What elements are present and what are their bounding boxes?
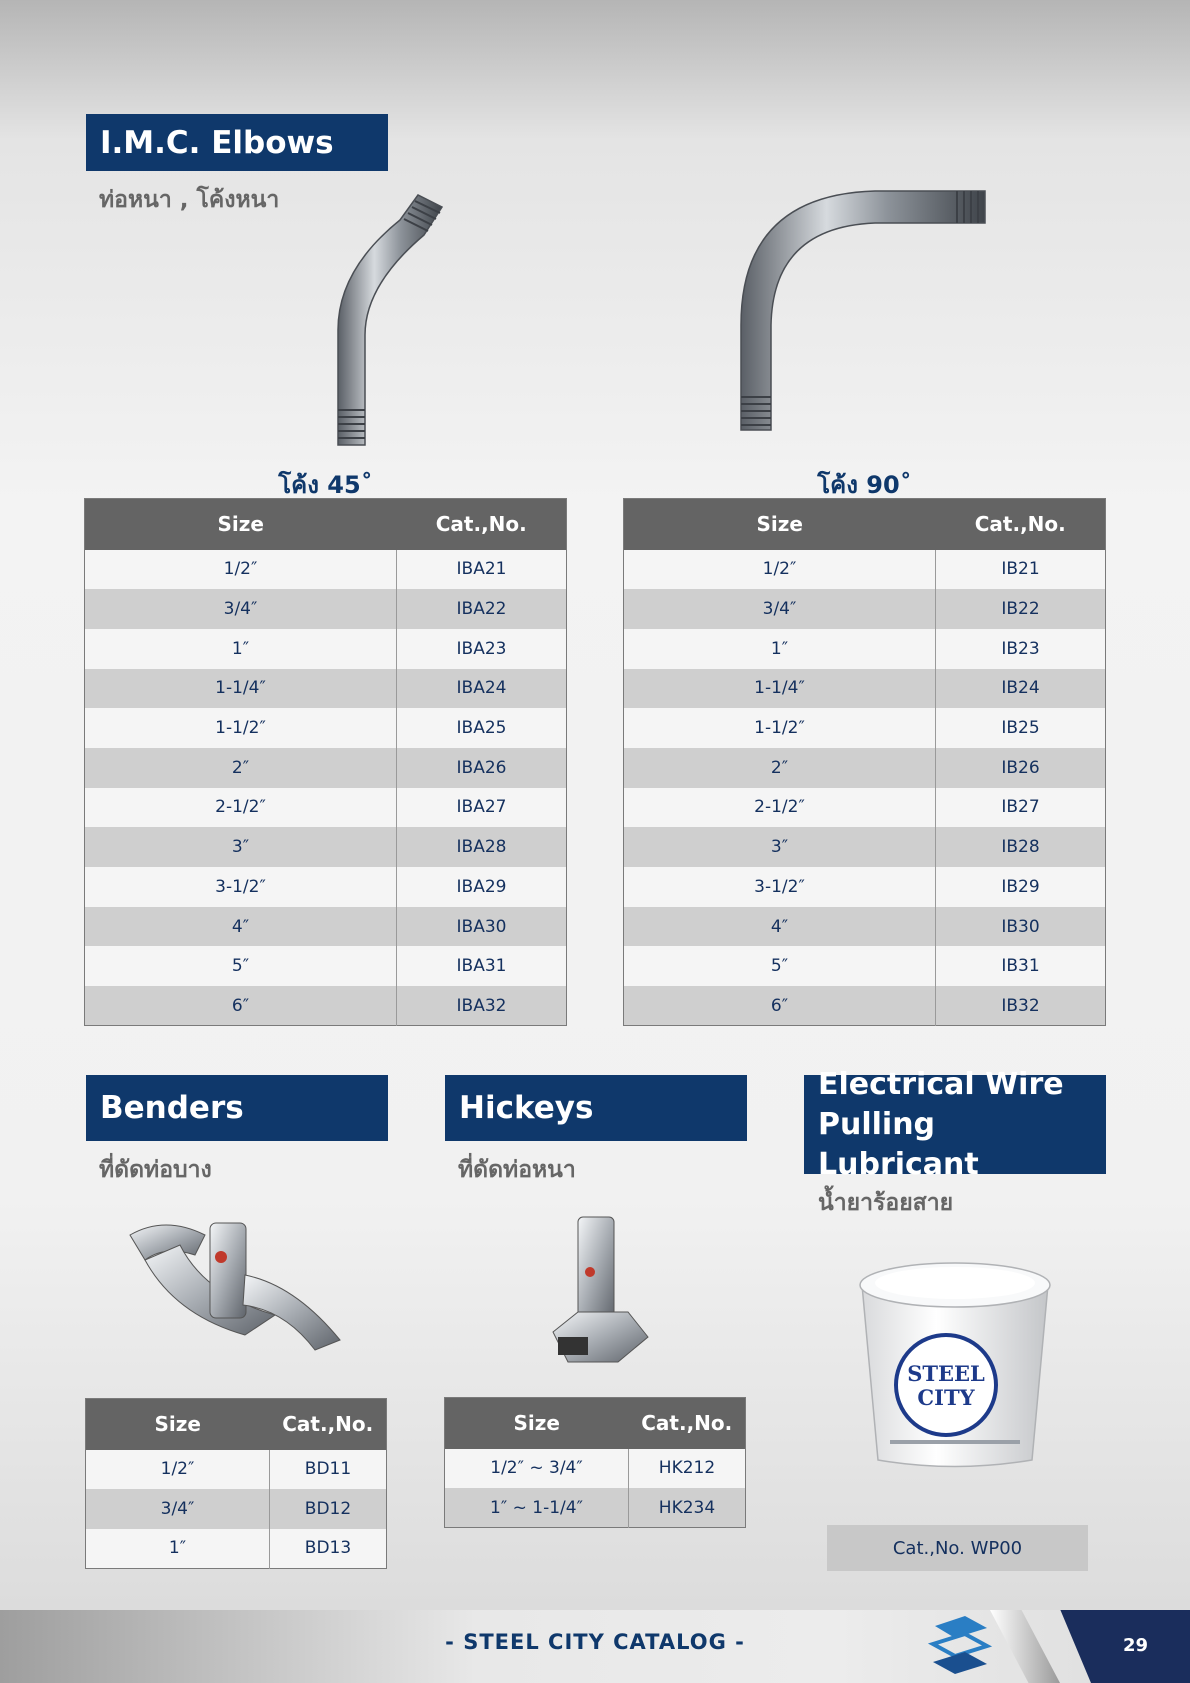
table-row xyxy=(624,550,1106,590)
footer-catalog-text: - STEEL CITY CATALOG - xyxy=(445,1630,745,1654)
table-header-row xyxy=(85,499,567,550)
cat-no-cell: BD12 xyxy=(270,1489,387,1529)
size-cell: 2-1/2″ xyxy=(624,788,936,828)
size-header: Size xyxy=(85,499,397,550)
table-row xyxy=(624,589,1106,629)
lubricant-cat-no-text: Cat.,No. WP00 xyxy=(892,1537,1023,1559)
cat-no-header: Cat.,No. xyxy=(270,1399,387,1450)
imc-elbows-title xyxy=(86,114,388,171)
table-row xyxy=(624,907,1106,947)
lubricant-title-line2: Pulling Lubricant xyxy=(818,1106,979,1182)
hickeys-title-text: Hickeys xyxy=(459,1090,594,1126)
size-cell: 5″ xyxy=(85,946,397,986)
size-header: Size xyxy=(445,1398,629,1449)
lubricant-bucket-image xyxy=(850,1255,1060,1475)
size-cell: 1″ ~ 1-1/4″ xyxy=(445,1488,629,1528)
table-row xyxy=(85,669,567,709)
size-cell: 1-1/4″ xyxy=(85,669,397,709)
page-number: 29 xyxy=(1122,1635,1148,1656)
cat-no-cell: BD11 xyxy=(270,1450,387,1490)
cat-no-cell: IB29 xyxy=(936,867,1106,907)
benders-title-text: Benders xyxy=(100,1090,244,1126)
table-row xyxy=(85,788,567,828)
cat-no-cell: IBA22 xyxy=(397,589,567,629)
table-row xyxy=(624,788,1106,828)
elbow-90-table xyxy=(623,498,1106,1026)
cat-no-cell: IBA30 xyxy=(397,907,567,947)
size-cell: 4″ xyxy=(85,907,397,947)
cat-no-cell: IBA32 xyxy=(397,986,567,1026)
size-cell: 2″ xyxy=(624,748,936,788)
elbow-90-label: โค้ง 90˚ xyxy=(817,471,912,499)
size-header: Size xyxy=(86,1399,270,1450)
table-row xyxy=(86,1489,387,1529)
size-cell: 1/2″ xyxy=(624,550,936,590)
table-row xyxy=(624,827,1106,867)
size-cell: 2″ xyxy=(85,748,397,788)
cat-no-header: Cat.,No. xyxy=(629,1398,746,1449)
cat-no-cell: IB30 xyxy=(936,907,1106,947)
bucket-label-line2: CITY xyxy=(917,1385,975,1410)
table-row xyxy=(85,629,567,669)
size-cell: 1/2″ ~ 3/4″ xyxy=(445,1449,629,1489)
cat-no-cell: IB26 xyxy=(936,748,1106,788)
size-cell: 5″ xyxy=(624,946,936,986)
steel-city-logo-icon xyxy=(925,1614,995,1679)
elbow-90-image xyxy=(735,185,995,435)
size-cell: 3/4″ xyxy=(624,589,936,629)
table-row xyxy=(624,946,1106,986)
elbow-45-image xyxy=(310,185,470,450)
table-row xyxy=(624,986,1106,1026)
cat-no-cell: IB23 xyxy=(936,629,1106,669)
size-cell: 1″ xyxy=(86,1529,270,1569)
lubricant-title-line1: Electrical Wire xyxy=(818,1066,1064,1102)
lubricant-title xyxy=(804,1066,1106,1182)
table-row xyxy=(445,1449,746,1489)
cat-no-cell: IB31 xyxy=(936,946,1106,986)
size-cell: 1-1/2″ xyxy=(624,708,936,748)
size-cell: 3/4″ xyxy=(85,589,397,629)
cat-no-cell: IBA28 xyxy=(397,827,567,867)
size-cell: 4″ xyxy=(624,907,936,947)
cat-no-cell: IB28 xyxy=(936,827,1106,867)
benders-subtitle: ที่ดัดท่อบาง xyxy=(99,1157,212,1183)
elbow-45-table xyxy=(84,498,567,1026)
bender-image xyxy=(125,1215,345,1355)
cat-no-cell: IB25 xyxy=(936,708,1106,748)
size-cell: 1″ xyxy=(85,629,397,669)
cat-no-header: Cat.,No. xyxy=(397,499,567,550)
lubricant-subtitle: น้ำยาร้อยสาย xyxy=(818,1190,954,1216)
table-row xyxy=(86,1529,387,1569)
cat-no-header: Cat.,No. xyxy=(936,499,1106,550)
table-row xyxy=(624,629,1106,669)
cat-no-cell: IBA31 xyxy=(397,946,567,986)
hickeys-table xyxy=(444,1397,746,1528)
size-cell: 2-1/2″ xyxy=(85,788,397,828)
table-row xyxy=(85,946,567,986)
cat-no-cell: IBA24 xyxy=(397,669,567,709)
table-row xyxy=(85,589,567,629)
table-row xyxy=(85,907,567,947)
cat-no-cell: IB21 xyxy=(936,550,1106,590)
imc-elbows-title-text: I.M.C. Elbows xyxy=(100,124,334,161)
cat-no-cell: IB22 xyxy=(936,589,1106,629)
size-cell: 3″ xyxy=(624,827,936,867)
table-row xyxy=(86,1450,387,1490)
cat-no-cell: IBA25 xyxy=(397,708,567,748)
bucket-label-line1: STEEL xyxy=(907,1361,985,1386)
table-row xyxy=(85,550,567,590)
table-header-row xyxy=(624,499,1106,550)
size-cell: 6″ xyxy=(624,986,936,1026)
cat-no-cell: IB24 xyxy=(936,669,1106,709)
size-cell: 1/2″ xyxy=(85,550,397,590)
table-row xyxy=(624,867,1106,907)
table-row xyxy=(624,708,1106,748)
cat-no-cell: IBA21 xyxy=(397,550,567,590)
cat-no-cell: IBA27 xyxy=(397,788,567,828)
size-header: Size xyxy=(624,499,936,550)
table-header-row xyxy=(86,1399,387,1450)
cat-no-cell: IB32 xyxy=(936,986,1106,1026)
cat-no-cell: HK234 xyxy=(629,1488,746,1528)
elbow-45-label: โค้ง 45˚ xyxy=(278,471,373,499)
size-cell: 3-1/2″ xyxy=(624,867,936,907)
table-header-row xyxy=(445,1398,746,1449)
imc-elbows-subtitle: ท่อหนา , โค้งหนา xyxy=(99,187,280,213)
table-row xyxy=(85,748,567,788)
size-cell: 6″ xyxy=(85,986,397,1026)
benders-title xyxy=(86,1075,388,1141)
table-row xyxy=(85,827,567,867)
table-row xyxy=(85,867,567,907)
size-cell: 3″ xyxy=(85,827,397,867)
table-row xyxy=(445,1488,746,1528)
size-cell: 1/2″ xyxy=(86,1450,270,1490)
table-row xyxy=(85,708,567,748)
cat-no-cell: IBA23 xyxy=(397,629,567,669)
table-row xyxy=(624,669,1106,709)
cat-no-cell: IB27 xyxy=(936,788,1106,828)
cat-no-cell: BD13 xyxy=(270,1529,387,1569)
hickeys-subtitle: ที่ดัดท่อหนา xyxy=(458,1157,576,1183)
lubricant-cat-no xyxy=(827,1525,1088,1571)
table-row xyxy=(85,986,567,1026)
size-cell: 1-1/2″ xyxy=(85,708,397,748)
size-cell: 1-1/4″ xyxy=(624,669,936,709)
cat-no-cell: HK212 xyxy=(629,1449,746,1489)
cat-no-cell: IBA26 xyxy=(397,748,567,788)
hickeys-title xyxy=(445,1075,747,1141)
benders-table xyxy=(85,1398,387,1569)
hickey-image xyxy=(548,1212,658,1372)
size-cell: 3/4″ xyxy=(86,1489,270,1529)
table-row xyxy=(624,748,1106,788)
size-cell: 1″ xyxy=(624,629,936,669)
size-cell: 3-1/2″ xyxy=(85,867,397,907)
cat-no-cell: IBA29 xyxy=(397,867,567,907)
